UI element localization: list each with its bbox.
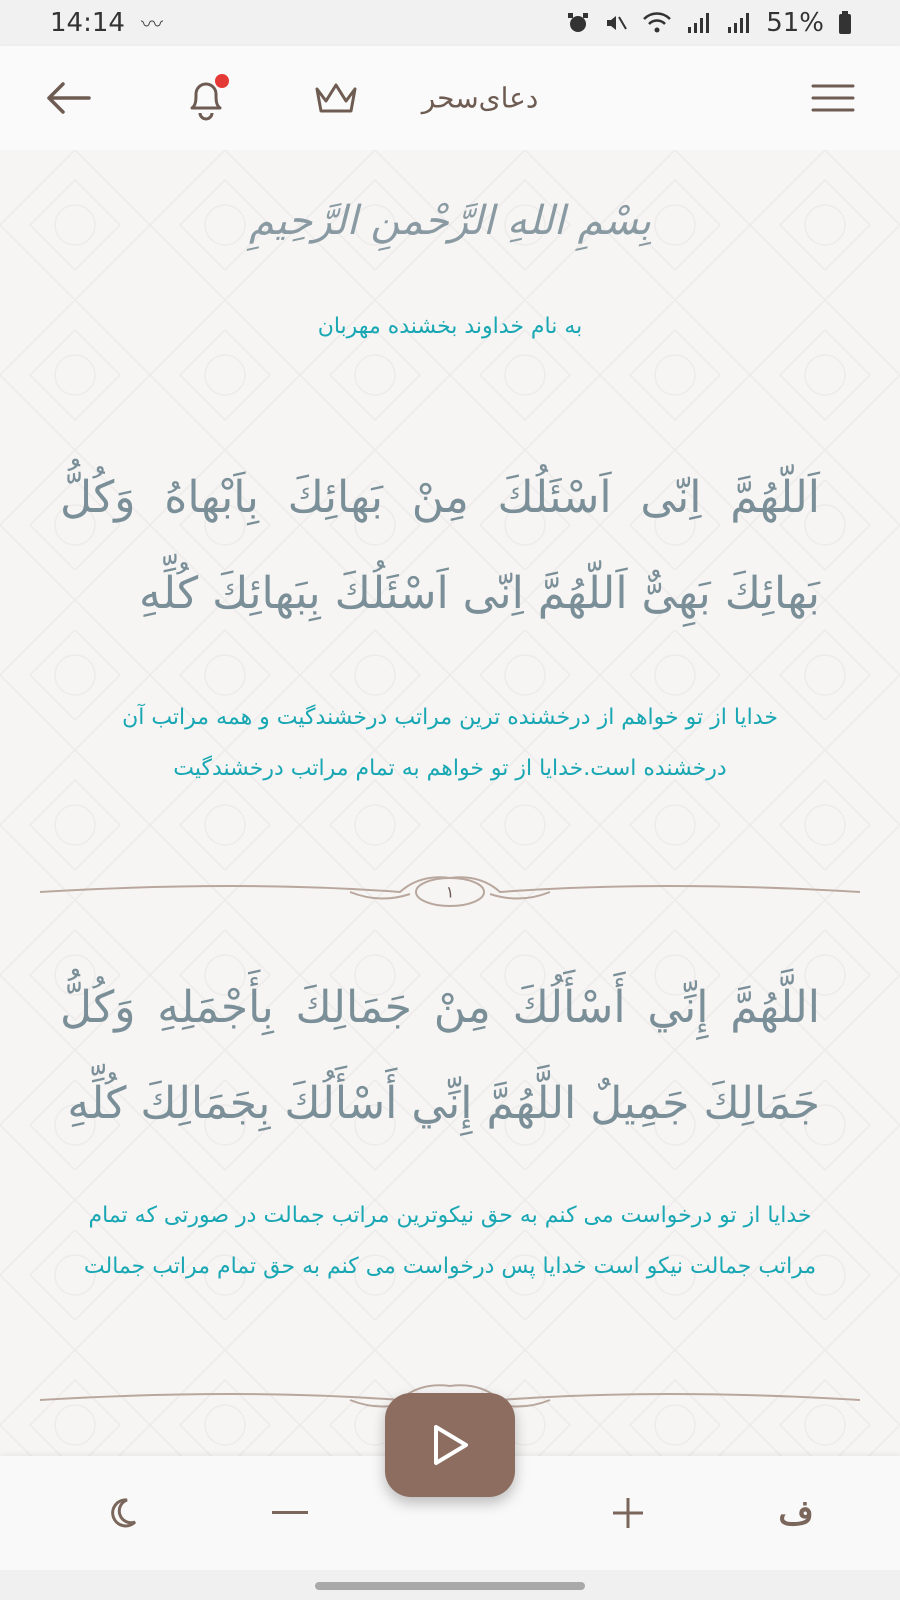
plus-icon — [611, 1496, 645, 1530]
mute-icon — [604, 11, 628, 35]
status-right — [566, 8, 852, 38]
signal-icon-2 — [726, 11, 752, 35]
play-icon — [428, 1423, 472, 1467]
increase-font-button[interactable] — [578, 1456, 678, 1570]
status-left — [50, 8, 163, 39]
crown-icon — [313, 81, 359, 115]
signal-icon-1 — [686, 11, 712, 35]
app-bar — [0, 46, 900, 150]
bismillah-translation: به نام خداوند بخشنده مهربان — [317, 314, 583, 339]
bismillah: بِسْمِ اللهِ الرَّحْمنِ الرَّحِيمِ — [248, 198, 652, 244]
moon-icon — [105, 1496, 139, 1530]
bell-icon — [180, 72, 232, 124]
verse-2-persian: خدایا از تو درخواست می کنم به حق نیکوترین مراتب جمالت در صورتی که تمام مراتب جمالت نیکو است خدایا پس درخواست می کنم به حق تمام مراتب جمالت — [83, 1203, 817, 1279]
battery-icon — [838, 11, 852, 35]
back-button[interactable] — [40, 73, 96, 123]
notification-button[interactable] — [176, 68, 236, 128]
page-title: دعای‌سحر — [421, 81, 539, 115]
battery-level: 51% — [766, 8, 824, 38]
prayer-content[interactable] — [0, 150, 900, 1460]
night-mode-button[interactable] — [72, 1456, 172, 1570]
premium-button[interactable] — [308, 73, 364, 123]
verse-1-persian: خدایا از تو خواهم از درخشنده ترین مراتب درخشندگیت و همه مراتب آن درخشنده است.خدایا از تو خواهم به تمام مراتب درخشندگیت — [122, 705, 778, 781]
home-indicator[interactable] — [315, 1582, 585, 1590]
alarm-icon — [566, 11, 590, 35]
play-button[interactable] — [385, 1393, 515, 1497]
verse-number: ۱ — [445, 882, 455, 902]
verse-divider-1 — [40, 870, 860, 914]
notification-dot — [215, 74, 229, 88]
verse-1-arabic: اَللّهُمَّ اِنّى اَسْئَلُكَ مِنْ بَهائِكَ بِاَبْهاهُ وَكُلُّ بَهائِكَ بَهِىٌّ اَللّهُمَّ اِنّى اَسْئَلُكَ بِبَهائِكَ كُلِّهِ — [60, 472, 820, 619]
menu-icon — [811, 82, 855, 114]
decrease-font-button[interactable] — [240, 1456, 340, 1570]
activity-icon: 〰 — [140, 12, 163, 38]
menu-button[interactable] — [806, 73, 860, 123]
font-button[interactable]: ف — [778, 1493, 814, 1533]
status-time: 14:14 — [50, 8, 125, 38]
wifi-icon — [642, 11, 672, 35]
back-arrow-icon — [45, 81, 91, 115]
status-bar — [0, 0, 900, 46]
minus-icon — [272, 1510, 308, 1516]
verse-2-arabic: اللَّهُمَّ إِنِّي أَسْأَلُكَ مِنْ جَمَالِكَ بِأَجْمَلِهِ وَكُلُّ جَمَالِكَ جَمِيلٌ اللَّهُمَّ إِنِّي أَسْأَلُكَ بِجَمَالِكَ كُلِّهِ — [60, 982, 820, 1129]
